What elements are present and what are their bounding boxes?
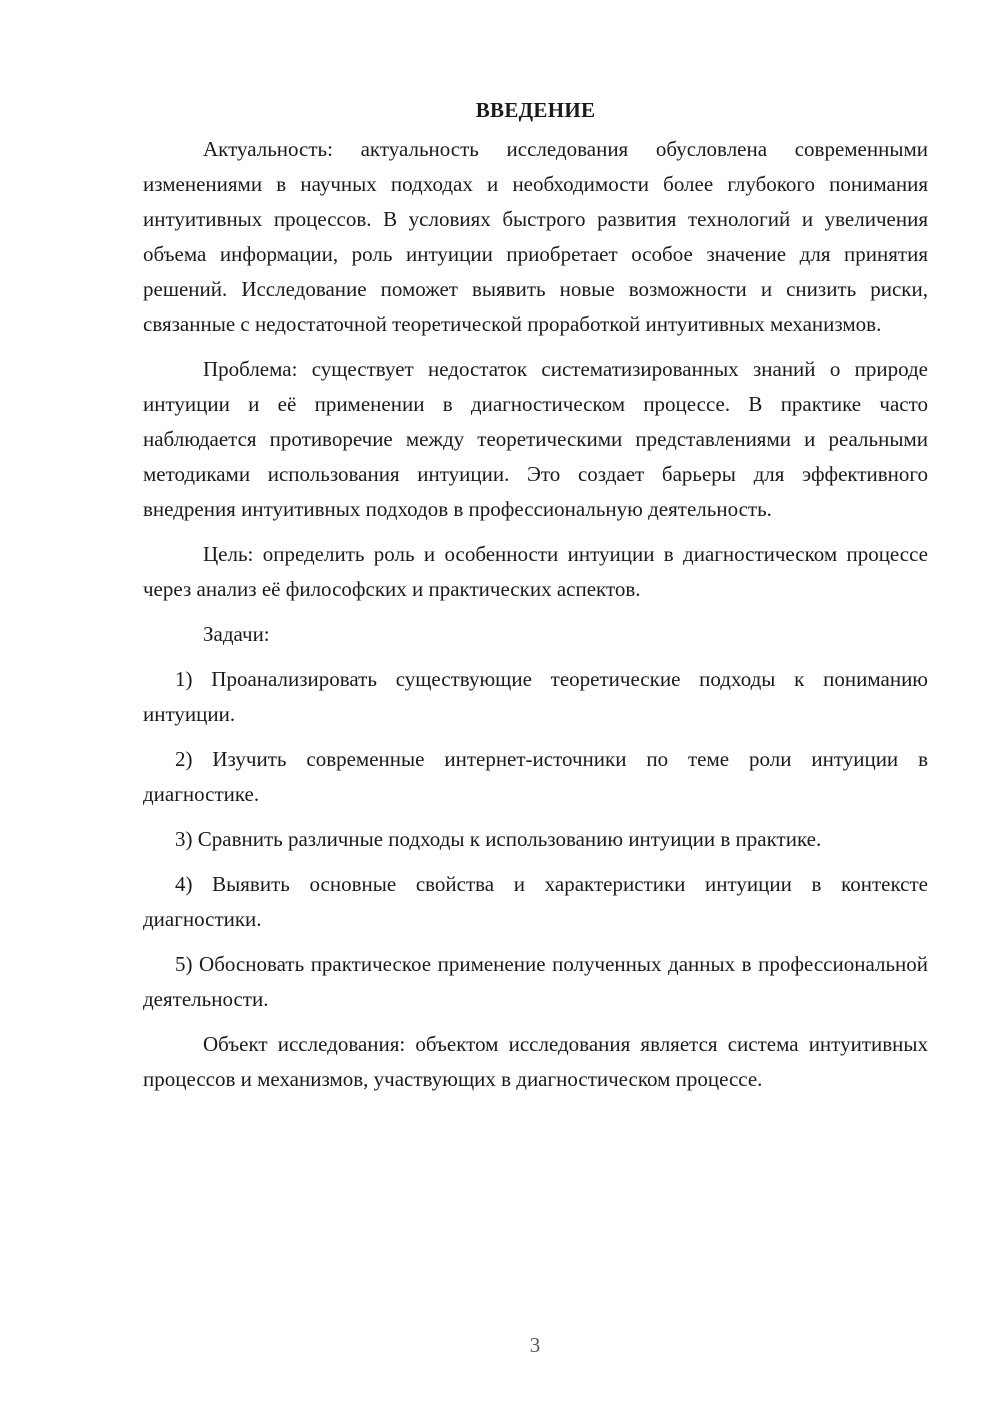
task-item-3: 3) Сравнить различные подходы к использованию интуиции в практике. (175, 827, 822, 851)
tasks-heading: Задачи: (203, 622, 270, 646)
task-item-2: 2) Изучить современные интернет-источники по теме роли интуиции в диагностике. (143, 747, 928, 806)
page-number: 3 (529, 1333, 541, 1357)
section-title: ВВЕДЕНИЕ (475, 98, 596, 122)
task-item-4: 4) Выявить основные свойства и характеристики интуиции в контексте диагностики. (143, 872, 928, 931)
relevance-paragraph: Актуальность: актуальность исследования обусловлена современными изменениями в научных подходах и необходимости более глубокого понимания интуитивных процессов. В условиях быстрого развития технологий и увеличения объема информации, роль интуиции приобретает особое значение для принятия решений. Исследование поможет выявить новые возможности и снизить риски, связанные с недостаточной теоретической проработкой интуитивных механизмов. (143, 137, 928, 336)
task-item-1: 1) Проанализировать существующие теоретические подходы к пониманию интуиции. (143, 667, 928, 726)
document-page (143, 92, 928, 1107)
object-paragraph: Объект исследования: объектом исследования является система интуитивных процессов и механизмов, участвующих в диагностическом процессе. (143, 1032, 928, 1091)
task-item-5: 5) Обосновать практическое применение полученных данных в профессиональной деятельности. (143, 952, 928, 1011)
goal-paragraph: Цель: определить роль и особенности интуиции в диагностическом процессе через анализ её философских и практических аспектов. (143, 542, 928, 601)
problem-paragraph: Проблема: существует недостаток систематизированных знаний о природе интуиции и её применении в диагностическом процессе. В практике часто наблюдается противоречие между теоретическими представлениями и реальными методиками использования интуиции. Это создает барьеры для эффективного внедрения интуитивных подходов в профессиональную деятельность. (143, 357, 928, 521)
